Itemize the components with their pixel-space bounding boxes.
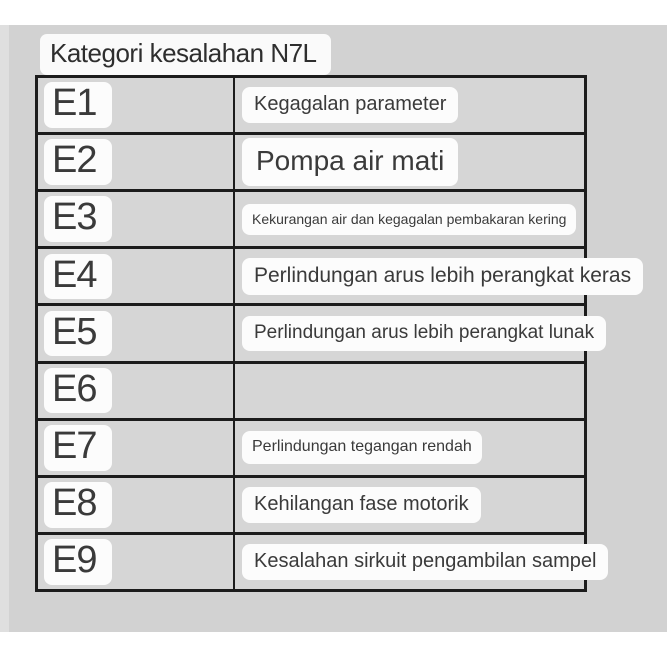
table-row-e4 [38, 249, 632, 306]
error-desc-cell [235, 306, 595, 360]
table-row-e2 [38, 135, 584, 192]
error-code-cell [38, 192, 235, 246]
error-desc-label: Kesalahan sirkuit pengambilan sampel [242, 544, 608, 580]
error-desc-label: Perlindungan tegangan rendah [242, 431, 482, 464]
table-row-e7 [38, 421, 584, 478]
error-code-cell [38, 78, 235, 132]
error-desc-label: Kehilangan fase motorik [242, 487, 481, 523]
error-code-cell [38, 535, 235, 589]
error-code-cell [38, 364, 235, 418]
error-desc-cell [235, 135, 584, 189]
error-code-label: E9 [44, 539, 112, 585]
table-row-e3 [38, 192, 584, 249]
error-code-label: E5 [44, 311, 112, 357]
error-desc-cell [235, 421, 584, 475]
error-code-label: E6 [44, 368, 112, 414]
left-edge-strip [0, 25, 9, 632]
error-code-cell [38, 249, 235, 303]
error-desc-cell [235, 78, 584, 132]
error-code-cell [38, 306, 235, 360]
error-code-label: E2 [44, 139, 112, 185]
error-code-cell [38, 421, 235, 475]
error-desc-cell [235, 249, 632, 303]
error-desc-label: Perlindungan arus lebih perangkat lunak [242, 316, 606, 351]
table-row-e5 [38, 306, 595, 363]
error-desc-label: Kegagalan parameter [242, 87, 458, 123]
table-row-e1 [38, 78, 584, 135]
error-code-label: E8 [44, 482, 112, 528]
error-code-label: E7 [44, 425, 112, 471]
error-desc-cell [235, 364, 584, 418]
error-code-label: E1 [44, 82, 112, 128]
error-desc-cell [235, 192, 584, 246]
error-code-cell [38, 135, 235, 189]
table-row-e9 [38, 535, 597, 589]
error-desc-cell [235, 535, 597, 589]
table-row-e6 [38, 364, 584, 421]
error-desc-cell [235, 478, 584, 532]
error-code-label: E3 [44, 196, 112, 242]
page-title: Kategori kesalahan N7L [40, 34, 331, 75]
error-desc-label: Pompa air mati [242, 138, 458, 186]
error-code-label: E4 [44, 254, 112, 300]
error-code-cell [38, 478, 235, 532]
error-code-table [35, 75, 632, 592]
table-row-e8 [38, 478, 584, 535]
error-desc-label: Perlindungan arus lebih perangkat keras [242, 258, 643, 295]
error-desc-label: Kekurangan air dan kegagalan pembakaran kering [242, 204, 576, 235]
